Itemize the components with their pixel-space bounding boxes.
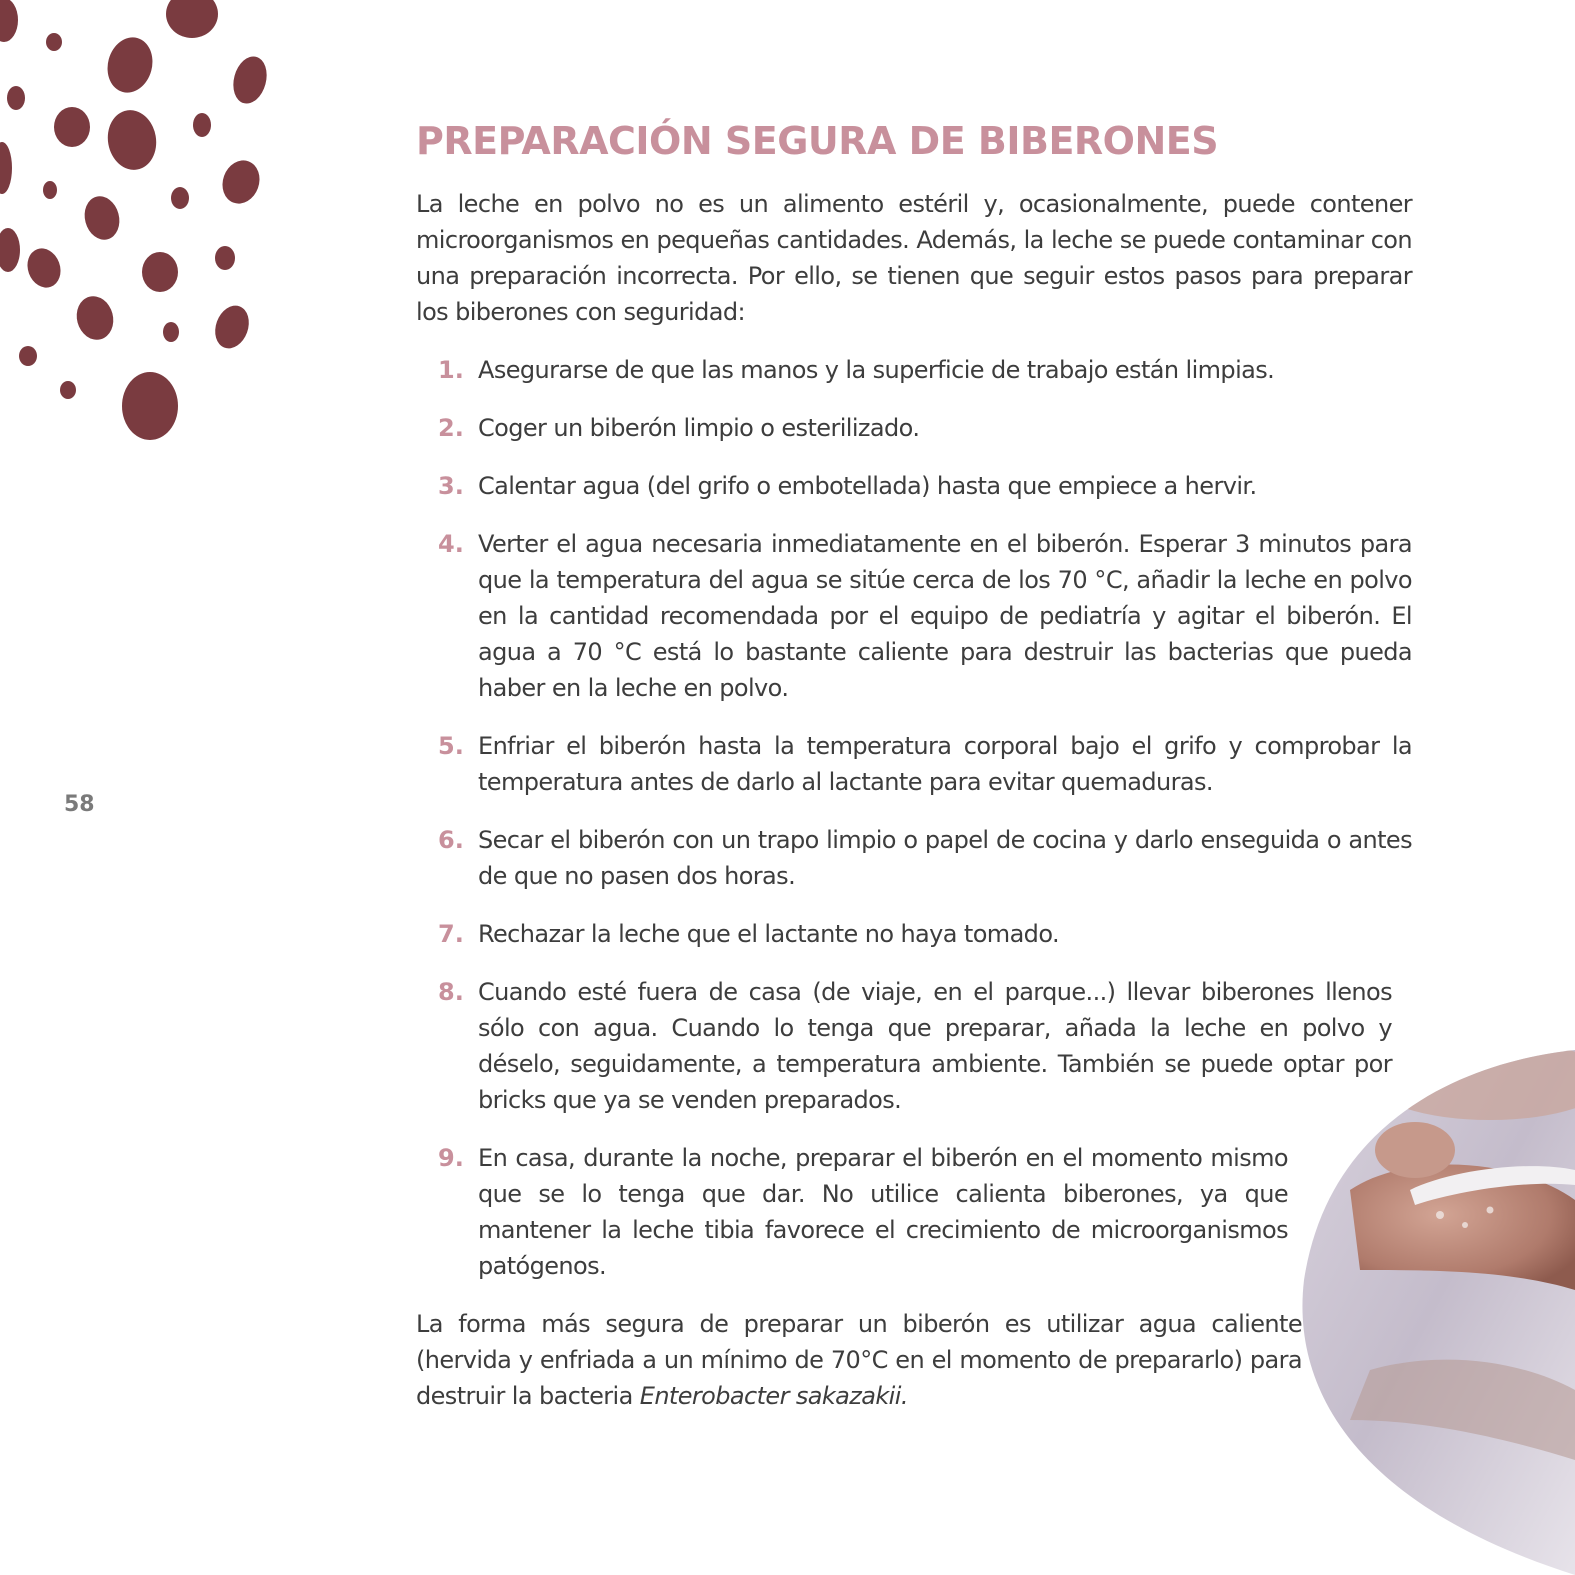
step-text: Verter el agua necesaria inmediatamente en el biberón. Esperar 3 minutos para que la temperatura del agua se sitúe cerca de los 70 °C, añadir la leche en polvo en la cantidad recomendada por el equipo de pediatría y agitar el biberón. El agua a 70 °C está lo bastante caliente para destruir las bacterias que pueda haber en la leche en polvo.: [478, 529, 1412, 702]
steps-list: [416, 352, 1412, 1284]
list-item: [416, 468, 1412, 504]
step-text: Secar el biberón con un trapo limpio o papel de cocina y darlo enseguida o antes de que no pasen dos horas.: [478, 825, 1412, 890]
step-text: Coger un biberón limpio o esterilizado.: [478, 413, 920, 442]
decorative-dots: [0, 0, 300, 460]
list-item: [416, 352, 1412, 388]
step-number: 3.: [438, 471, 464, 500]
step-text: Calentar agua (del grifo o embotellada) hasta que empiece a hervir.: [478, 471, 1257, 500]
step-text: Rechazar la leche que el lactante no haya tomado.: [478, 919, 1060, 948]
bacteria-name: Enterobacter sakazakii.: [639, 1381, 908, 1410]
step-text: Enfriar el biberón hasta la temperatura corporal bajo el grifo y comprobar la temperatura antes de darlo al lactante para evitar quemaduras.: [478, 731, 1412, 796]
step-number: 4.: [438, 529, 464, 558]
step-number: 9.: [438, 1143, 464, 1172]
closing-text: La forma más segura de preparar un biberón es utilizar agua caliente (hervida y enfriada a un mínimo de 70°C en el momento de prepararlo) para destruir la bacteria: [416, 1309, 1302, 1410]
list-item: [416, 728, 1412, 800]
closing-paragraph: [416, 1306, 1302, 1414]
main-content: [416, 118, 1412, 1414]
page-number: 58: [64, 792, 95, 817]
list-item: [416, 410, 1412, 446]
list-item: [416, 526, 1412, 706]
step-number: 2.: [438, 413, 464, 442]
step-text: Cuando esté fuera de casa (de viaje, en el parque...) llevar biberones llenos sólo con agua. Cuando lo tenga que preparar, añada la leche en polvo y déselo, seguidamente, a temperatura ambiente. También se puede optar por bricks que ya se venden preparados.: [478, 977, 1392, 1114]
step-number: 6.: [438, 825, 464, 854]
step-number: 1.: [438, 355, 464, 384]
intro-paragraph: La leche en polvo no es un alimento estéril y, ocasionalmente, puede contener microorganismos en pequeñas cantidades. Además, la leche se puede contaminar con una preparación incorrecta. Por ello, se tienen que seguir estos pasos para preparar los biberones con seguridad:: [416, 189, 1412, 326]
list-item: [416, 822, 1412, 894]
step-text: En casa, durante la noche, preparar el biberón en el momento mismo que se lo tenga que dar. No utilice calienta biberones, ya que mantener la leche tibia favorece el crecimiento de microorganismos patógenos.: [478, 1143, 1288, 1280]
step-number: 5.: [438, 731, 464, 760]
list-item: [416, 974, 1412, 1118]
page-title: PREPARACIÓN SEGURA DE BIBERONES: [416, 119, 1219, 163]
list-item: [416, 1140, 1412, 1284]
step-text: Asegurarse de que las manos y la superficie de trabajo están limpias.: [478, 355, 1275, 384]
list-item: [416, 916, 1412, 952]
step-number: 8.: [438, 977, 464, 1006]
step-number: 7.: [438, 919, 464, 948]
